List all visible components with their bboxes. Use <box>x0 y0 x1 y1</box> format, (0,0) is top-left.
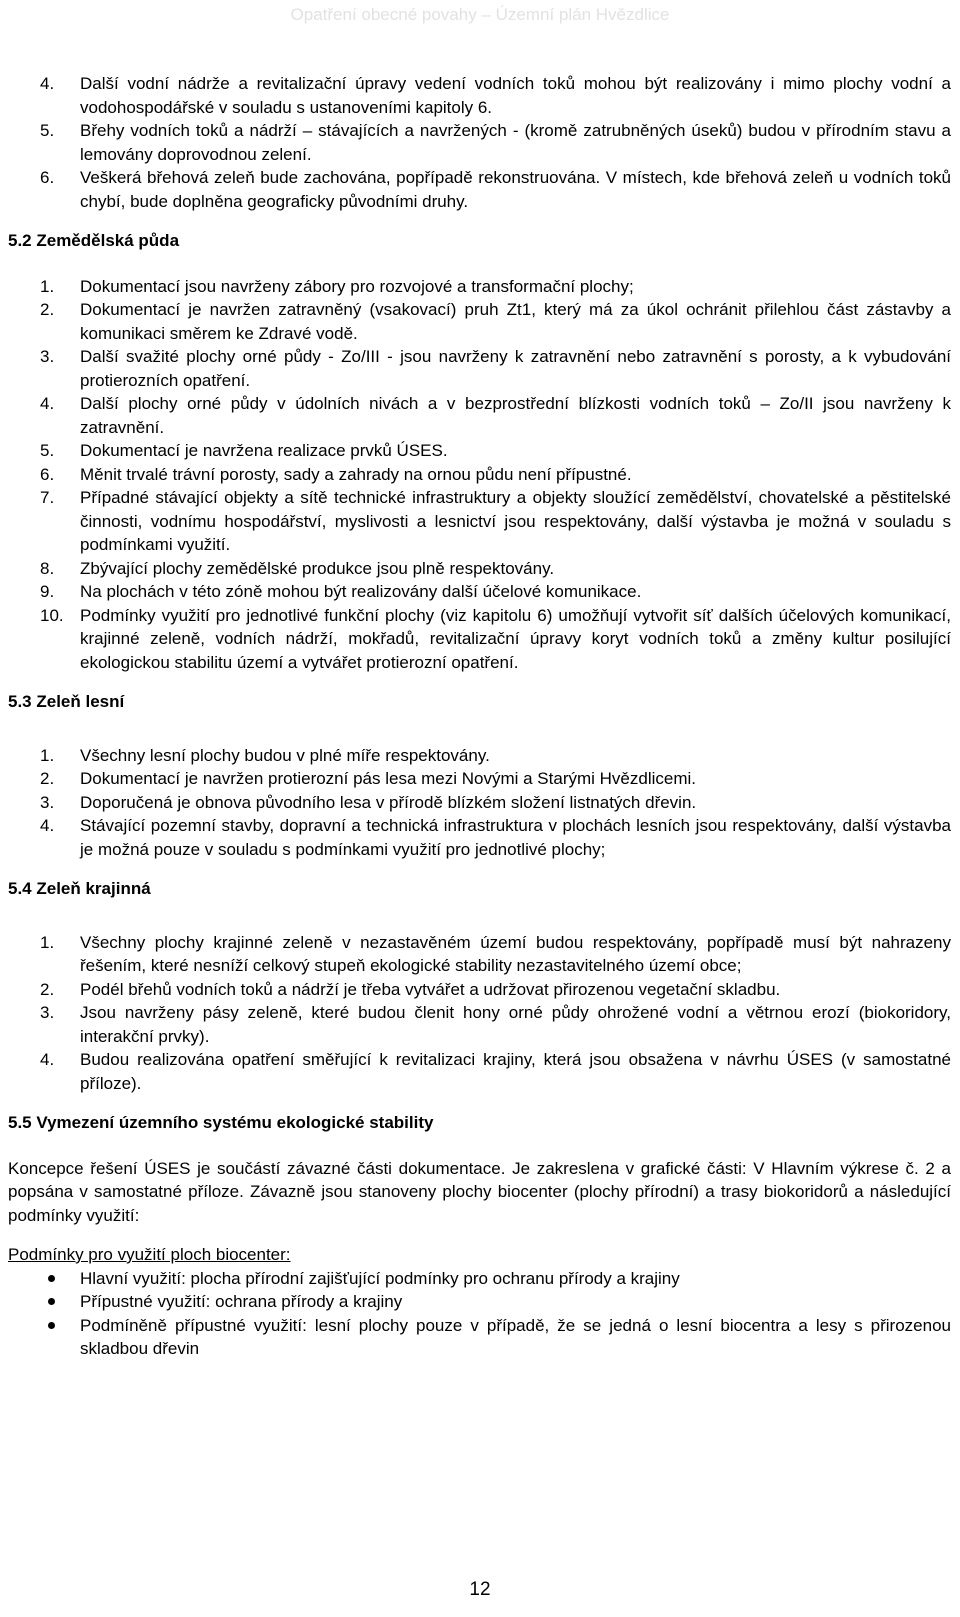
section-heading-5-4: 5.4 Zeleň krajinná <box>8 879 151 898</box>
list-item: 2. Podél břehů vodních toků a nádrží je třeba vytvářet a udržovat přirozenou vegetační skladbu. <box>40 979 781 999</box>
list-item: 5. Dokumentací je navržena realizace prvků ÚSES. <box>40 441 448 460</box>
list-item: 5. Břehy vodních toků a nádrží – stávajících a navržených - (kromě zatrubněných úseků) budou v přírodním stavu a lemovány doprovodnou zelení. <box>40 121 951 164</box>
section-5-4-list <box>8 931 951 1096</box>
list-item: 4. Další vodní nádrže a revitalizační úpravy vedení vodních toků mohou být realizovány i mimo plochy vodní a vodohospodářské v souladu s ustanoveními kapitoly 6. <box>40 74 951 117</box>
list-item: Přípustné využití: ochrana přírody a krajiny <box>8 1290 951 1314</box>
list-item: 2. Dokumentací je navržen protierozní pás lesa mezi Novými a Starými Hvězdlicemi. <box>40 769 697 788</box>
section-5-2-list <box>8 275 951 675</box>
list-item: 3. Další svažité plochy orné půdy - Zo/III - jsou navrženy k zatravnění nebo zatravnění s porosty, a k vybudování protierozních opatření. <box>40 347 951 390</box>
list-item: 8. Zbývající plochy zemědělské produkce jsou plně respektovány. <box>40 558 555 578</box>
list-item: 9. Na plochách v této zóně mohou být realizovány další účelové komunikace. <box>40 582 642 601</box>
section-heading-5-3: 5.3 Zeleň lesní <box>8 692 125 711</box>
section-heading-5-5: 5.5 Vymezení územního systému ekologické stability <box>8 1113 434 1132</box>
list-item: 4. Stávající pozemní stavby, dopravní a technická infrastruktura v plochách lesních jsou respektovány, další výstavba je možná pouze v souladu s podmínkami využití pro jednotlivé plochy; <box>40 816 951 859</box>
list-item: 1. Všechny plochy krajinné zeleně v nezastavěném území budou respektovány, popřípadě musí být nahrazeny řešením, které nesníží celkový stupeň ekologické stability nezastavitelného území obce; <box>40 932 951 975</box>
list-item: 6. Měnit trvalé trávní porosty, sady a zahrady na ornou půdu není přípustné. <box>40 464 632 484</box>
bullet-icon <box>48 1322 55 1329</box>
list-item: 3. Doporučená je obnova původního lesa v přírodě blízkém složení listnatých dřevin. <box>40 792 697 812</box>
uses-paragraph: Koncepce řešení ÚSES je součástí závazné části dokumentace. Je zakreslena v grafické části: V Hlavním výkrese č. 2 a popsána v samostatné příloze. Závazně jsou stanoveny plochy biocenter (plochy přírodní) a trasy biokoridorů a následující podmínky využití: <box>8 1158 951 1225</box>
list-item: 6. Veškerá břehová zeleň bude zachována, popřípadě rekonstruována. V místech, kde břehová zeleň u vodních toků chybí, bude doplněna geograficky původními druhy. <box>40 168 951 211</box>
running-header: Opatření obecné povahy – Územní plán Hvězdlice <box>290 5 670 24</box>
list-item: 3. Jsou navrženy pásy zeleně, které budou členit hony orné půdy ohrožené vodní a větrnou erozí (biokoridory, interakční prvky). <box>40 1003 951 1046</box>
bullet-icon <box>48 1298 55 1305</box>
list-item: Hlavní využití: plocha přírodní zajišťující podmínky pro ochranu přírody a krajiny <box>8 1267 951 1291</box>
list-item: 1. Všechny lesní plochy budou v plné míře respektovány. <box>40 745 490 765</box>
bullet-icon <box>48 1275 55 1282</box>
list-item: 7. Případné stávající objekty a sítě technické infrastruktury a objekty sloužící zemědělství, chovatelské a pěstitelské činnosti, vodnímu hospodářství, myslivosti a lesnictví jsou respektovány, další výstavba je možná v souladu s podmínkami využití. <box>40 488 951 554</box>
list-item: 4. Další plochy orné půdy v údolních nivách a v bezprostřední blízkosti vodních toků – Zo/II jsou navrženy k zatravnění. <box>40 394 951 437</box>
biocenter-conditions-title: Podmínky pro využití ploch biocenter: <box>8 1245 291 1264</box>
list-item: 10. Podmínky využití pro jednotlivé funkční plochy (viz kapitolu 6) umožňují vytvořit síť dalších účelových komunikací, krajinné zeleně, vodních nádrží, mokřadů, revitalizační úpravy koryt vodních toků a změny kultur posilující ekologickou stabilitu území a vytvářet protierozní opatření. <box>40 605 951 672</box>
section-heading-5-2: 5.2 Zemědělská půda <box>8 231 180 250</box>
list-item: 1. Dokumentací jsou navrženy zábory pro rozvojové a transformační plochy; <box>40 276 634 296</box>
section-5-3-list <box>8 744 951 862</box>
list-item: 2. Dokumentací je navržen zatravněný (vsakovací) pruh Zt1, který má za úkol ochránit přilehlou část zástavby a komunikaci směrem ke Zdravé vodě. <box>40 300 951 343</box>
biocenter-conditions-list <box>8 1267 951 1361</box>
document-body <box>8 72 951 1361</box>
list-item: 4. Budou realizována opatření směřující k revitalizaci krajiny, která jsou obsažena v návrhu ÚSES (v samostatné příloze). <box>40 1050 951 1093</box>
list-item: Podmíněně přípustné využití: lesní plochy pouze v případě, že se jedná o lesní biocentra a lesy s přirozenou skladbou dřevin <box>8 1314 951 1361</box>
intro-list <box>8 72 951 213</box>
page-number: 12 <box>469 1579 491 1600</box>
